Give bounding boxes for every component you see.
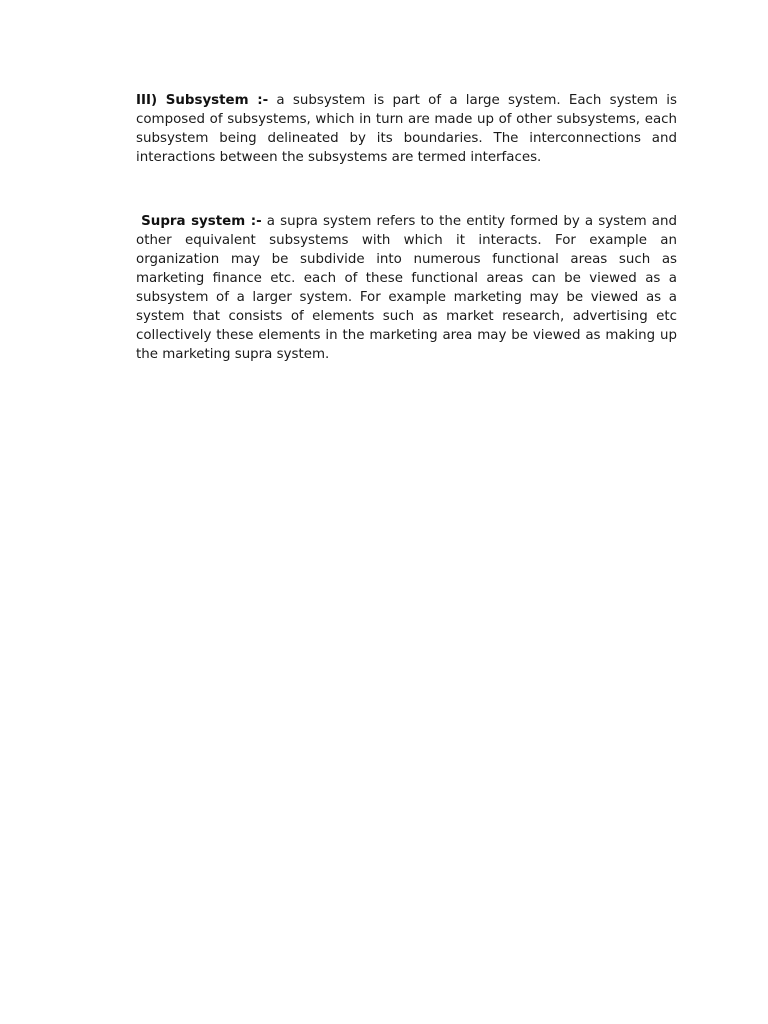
supra-system-paragraph	[136, 212, 677, 364]
supra-system-definition: a supra system refers to the entity formed by a system and other equivalent subsystems with which it interacts. For example an organization may be subdivide into numerous functional areas such as marketing finance etc. each of these functional areas can be viewed as a subsystem of a larger system. For example marketing may be viewed as a system that consists of elements such as market research, advertising etc collectively these elements in the marketing area may be viewed as making up the marketing supra system.	[136, 214, 677, 362]
subsystem-term: III) Subsystem :-	[136, 93, 269, 108]
subsystem-definition: a subsystem is part of a large system. Each system is composed of subsystems, which in turn are made up of other subsystems, each subsystem being delineated by its boundaries. The interconnections and interactions between the subsystems are termed interfaces.	[136, 93, 678, 165]
supra-system-term: Supra system :-	[141, 214, 262, 229]
subsystem-paragraph	[136, 91, 677, 167]
